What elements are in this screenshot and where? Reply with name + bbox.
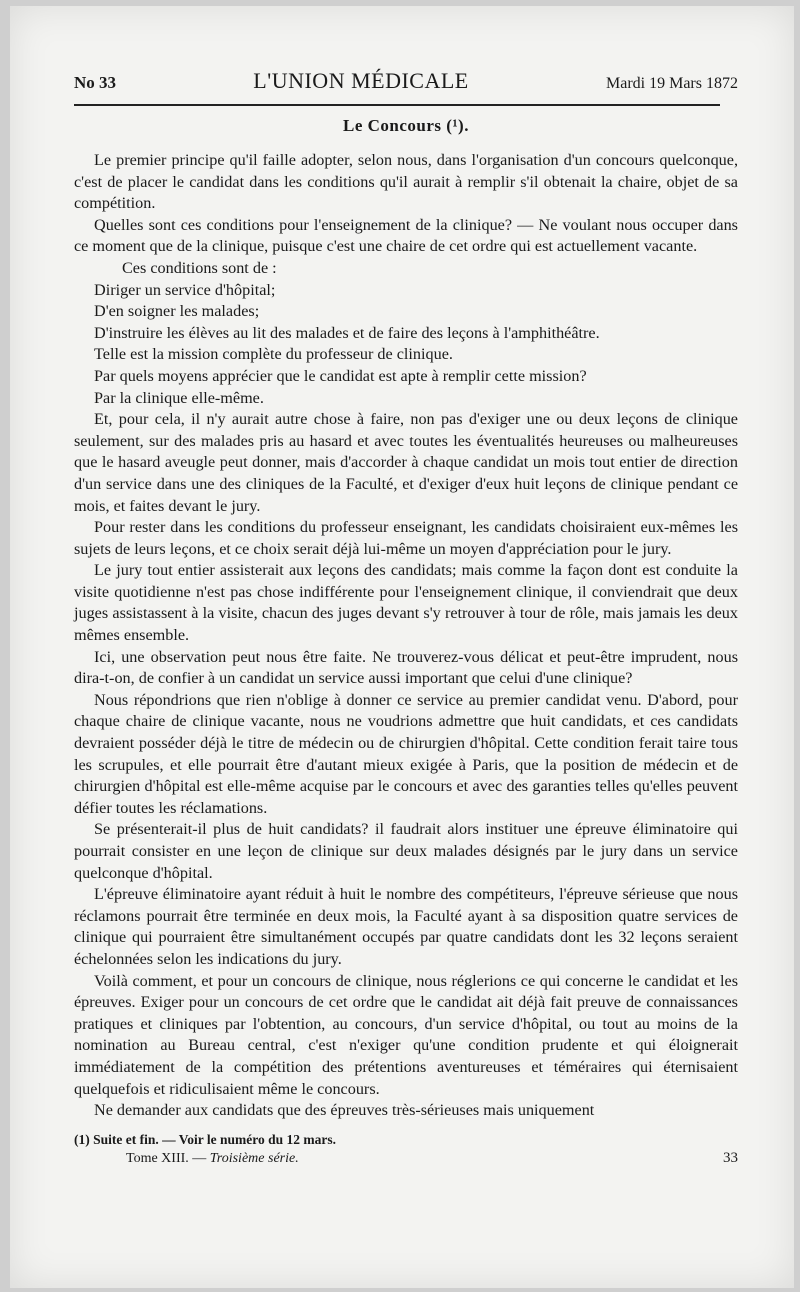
paragraph: Ces conditions sont de : xyxy=(122,258,277,277)
list-item: D'en soigner les malades; xyxy=(94,302,260,321)
running-header xyxy=(74,68,738,96)
paragraph: Le premier principe qu'il faille adopter, selon nous, dans l'organisation d'un concours quelconque, c'est de placer le candidat dans les conditions qu'il aurait à remplir s'il obtenait la chaire, objet de sa compétition. xyxy=(74,151,738,213)
footnote-marker: (1) xyxy=(74,1131,90,1147)
tome-label: Tome XIII. — xyxy=(126,1150,207,1166)
series-label: Troisième série. xyxy=(209,1150,299,1166)
issue-date: Mardi 19 Mars 1872 xyxy=(606,75,738,92)
footnote-text: Suite et fin. — Voir le numéro du 12 mars. xyxy=(93,1131,337,1147)
paragraph: Ici, une observation peut nous être faite. Ne trouverez-vous délicat et peut-être imprudent, nous dira-t-on, de confier à un candidat un service aussi important que celui d'une clinique? xyxy=(74,647,738,688)
footnote xyxy=(74,1130,738,1149)
journal-title: L'UNION MÉDICALE xyxy=(253,68,469,93)
article-body xyxy=(74,150,738,1122)
journal-page xyxy=(10,6,794,1288)
paragraph: Voilà comment, et pour un concours de clinique, nous réglerions ce qui concerne le candidat et les épreuves. Exiger pour un concours de cet ordre que le candidat ait déjà fait preuve de connaissances pratiques et cliniques par l'obtention, au concours, d'un service d'hôpital, ou tout au moins de la nomination au Bureau central, c'est n'exiger qu'une condition prudente et qui éloignerait immédiatement de la compétition des prétentions aventureuses et téméraires qui éternisaient quelquefois et ridiculisaient même le concours. xyxy=(74,971,738,1098)
paragraph: Telle est la mission complète du professeur de clinique. xyxy=(94,345,453,364)
header-rule xyxy=(74,104,720,106)
paragraph: Pour rester dans les conditions du professeur enseignant, les candidats choisiraient eux-mêmes les sujets de leurs leçons, et ce choix serait déjà lui-même un moyen d'appréciation pour le jury. xyxy=(74,518,738,558)
paragraph: L'épreuve éliminatoire ayant réduit à huit le nombre des compétiteurs, l'épreuve sérieuse que nous réclamons pourrait être terminée en deux mois, la Faculté ayant à sa disposition quatre services de clinique qui pourraient être simultanément occupés par quatre candidats dont les 32 leçons seraient échelonnées selon les indications du jury. xyxy=(74,885,738,968)
list-item: D'instruire les élèves au lit des malades et de faire des leçons à l'amphithéâtre. xyxy=(94,323,600,342)
paragraph: Par la clinique elle-même. xyxy=(94,388,264,407)
paragraph: Ne demander aux candidats que des épreuves très-sérieuses mais uniquement xyxy=(94,1101,595,1120)
paragraph: Et, pour cela, il n'y aurait autre chose à faire, non pas d'exiger une ou deux leçons de clinique seulement, sur des malades pris au hasard et avec toutes les éventualités heureuses ou malheureuses que le hasard aveugle peut donner, mais d'accorder à chaque candidat un mois tout entier de direction d'un service dans une des cliniques de la Faculté, et d'exiger d'eux huit leçons de clinique pendant ce mois, et faites devant le jury. xyxy=(74,410,738,515)
article-title: Le Concours (¹). xyxy=(343,116,469,135)
issue-number: No 33 xyxy=(74,73,117,92)
paragraph: Se présenterait-il plus de huit candidats? il faudrait alors instituer une épreuve éliminatoire qui pourrait consister en une leçon de clinique sur deux malades désignés par le jury dans un service quelconque d'hôpital. xyxy=(74,820,738,882)
paragraph: Le jury tout entier assisterait aux leçons des candidats; mais comme la façon dont est conduite la visite quotidienne n'est pas chose indifférente pour l'enseignement clinique, il conviendrait que deux juges assistassent à la visite, chacun des juges devant s'y retrouver à tour de rôle, mais jamais les deux mêmes ensemble. xyxy=(74,561,738,645)
page-number: 33 xyxy=(723,1149,738,1166)
paragraph: Nous répondrions que rien n'oblige à donner ce service au premier candidat venu. D'abord, pour chaque chaire de clinique vacante, nous ne voudrions admettre que huit candidats, et ces candidats devraient posséder déjà le titre de médecin ou de chirurgien d'hôpital. Cette condition ferait taire tous les scrupules, et elle pourrait être d'autant mieux exigée à Paris, que la position de médecin et de chirurgien d'hôpital est elle-même acquise par le concours et avec des garanties telles qu'elles peuvent défier toutes les réclamations. xyxy=(74,690,738,817)
paragraph: Par quels moyens apprécier que le candidat est apte à remplir cette mission? xyxy=(94,366,587,385)
list-item: Diriger un service d'hôpital; xyxy=(94,280,276,299)
page-content xyxy=(74,68,738,1167)
paragraph: Quelles sont ces conditions pour l'enseignement de la clinique? — Ne voulant nous occuper dans ce moment que de la clinique, puisque c'est une chaire de cet ordre qui est actuellement vacante. xyxy=(74,215,738,256)
volume-info xyxy=(126,1151,299,1167)
page-footer xyxy=(74,1150,738,1167)
